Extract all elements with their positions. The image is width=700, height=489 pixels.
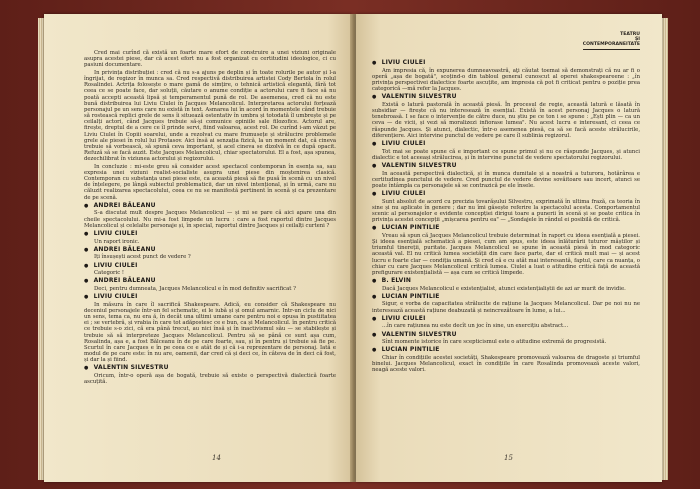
- paragraph: Cred mai curînd că există un foarte mare efort de construire a unei viziuni originale asupra acestei piese, dar că acest efort nu a fost organizat cu certitudini ideologice, ci cu pasiuni documentare.: [84, 50, 336, 69]
- paragraph: Există o latură pastorală în această piesă. În procesul de regie, această latură e lăsată în subsidiar — firește că nu interesează în esențial. Există în acest personaj Jacques o latură tenebroasă. I se face o intervenție de către duce, nu știu pe ce ton i se spune : „Ești plin — ca un ceva — de vicii, și vezi să moralizezi infiorase lumea". Nu acest lucru e interesant, ci ceea ce răspunde Jacques. Și atunci, dialectic, într-o asemenea piesă, ca să se facă aceste strălucirile, diferențiere. Aici intervine punctul de vedere pe care îl sublinia regizorul.: [372, 101, 640, 139]
- paragraph: Tot mai se poate spune că e important ce spune primul și nu ce răspunde Jacques, și atunci dialectic e tot aceeași strălucirea, și în intervine punctul de vedere spectatorului regizorului.: [372, 148, 640, 161]
- paragraph: Un raport ironic.: [94, 238, 140, 245]
- speaker-name: ● VALENTIN SILVESTRU: [372, 94, 640, 100]
- header-rule: [583, 49, 640, 50]
- page-edges-right: [662, 18, 668, 480]
- right-page: [356, 14, 662, 482]
- speaker-name: ● ANDREI BĂLEANU: [84, 203, 336, 209]
- speaker-name: ● LUCIAN PINTILIE: [372, 294, 640, 300]
- paragraph: Sunt absolut de acord cu precizia tovarășului Silvestru, exprimată în ultima frază, ca teoria în sine și nu aplicate în genere ; dar nu îmi găsește referire la spectacolul acesta. Comportamentul scenic al personajelor e evidente concepției dirigui toare a punerii în scenă și se poate critica în privința acestei concepții „mișcarea pentru ea" — „Sondajele în rândul ei posibilă de critică.: [372, 198, 640, 224]
- speaker-name: ● LIVIU CIULEI: [372, 191, 640, 197]
- left-text-column: [84, 50, 336, 387]
- paragraph: In această perspectivă dialectică, și în munca dumitale și a noastră a tuturora, hotărârea e certitudinea punctului de vedere. Cred punctul de vedere devine sovăitoare sau incert, atunci se poate întâmpla ca personajele să se contrazică pe ele însele.: [372, 170, 640, 189]
- speaker-name: ● LIVIU CIULEI: [372, 60, 640, 66]
- speaker-name: ● VALENTIN SILVESTRU: [372, 332, 640, 338]
- paragraph: Oricum, într-o operă așa de bogată, trebuie să existe o perspectivă dialectică foarte ascuțită.: [84, 373, 336, 386]
- paragraph: Am impresia că, în expunerea dumneavoastră, aţi căutat toemai să demonstrați că nu ar fi o operă „așa de bogată", scoțind-o din tabloul general cunoscut al operei shakespeareene : „în privința perspectivei dialectice foarte ascuțite, am impresia că pot fi criticat pentru o poziție prea categorică —mă refer la Jacques.: [372, 67, 640, 93]
- paragraph: Sigur, e vorba de capacitatea strălucite de rațiune la Jacques Melancolicul. Dar pe noi nu ne interesează această rațiune deabuzată și neincrezătoare în lume, a lui...: [372, 301, 640, 314]
- paragraph: In privința distribuției : cred că nu s-a ajuns pe deplin și în toate rolurile pe autor și l-a îngrijat, de regizor în munca sa. Cred respectivă distribuirea artistei Cody Bertola în rolul Rosalindei. Actrița folosește o mare gamă de simțire, o tehnică artistică elegantă, fără tot ceea ce se poate face, dar soluții, căutare o anume condiție a actorului care fi face să nu poată accepti această lipsă și temperamentul pună de rol. De asemenea, cred că nu este bună distribuirea lui Liviu Ciulei în Jacques Melancolicul. Interpretarea actorului forțează personajul pe un sens care nu există în text. Asmarea lui în acord în momentele când trebuie să rostească replici grele de sens îi situează ostentativ în umbra și totodată îl umbrește și pe ceilalți actori, când Jacques trebuie să-și comunice opiniile sale filozofice. Actorul are, firește, dreptul de a cere ce îl prinde servi, fiind valoarea, acest rol. De curînd i-am văzut pe Liviu Ciulei în Copiii soarelui, unde a rezolvat cu mare frumusețe și strălucire problemele grele ale piesei în rolul lui Protasov. Aici însă ai senzația fizică, la un moment dat, că cineva trebuie să vorbească, să spună ceva important, și acel cineva se dizolvă în ce după opacit. Refuză să se facă auzit. Este Jacques Melancolicul, chiar spectatorului. El a fost, așa spunea, dezechilibrat în viziunea actorului și regizorului.: [84, 69, 336, 163]
- speaker-name: ● LIVIU CIULEI: [372, 316, 640, 322]
- speaker-name: ● ANDREI BĂLEANU: [84, 278, 336, 284]
- paragraph: Deci, pentru dumneata, Jacques Melancolicul e în mod definitiv sacrificat ?: [94, 285, 296, 292]
- speaker-name: ● VALENTIN SILVESTRU: [84, 365, 336, 371]
- paragraph: In concluzie : mi-este greu să consider acest spectacol contemporan în esența sa, sau expresia unei viziuni realist-socialiste asupra unei piese din moștenirea clasică. Contemporan cu substanța unei piese este, ca această piesă să fie pusă în scenă cu un nivel de înțelegere, pe lângă subiectul problematicii, dar un nivel intențional, și în urmă, care nu căluzit realizarea spectacolului, ceea ce nu se manifestă pertinent în scenă și ca prezentare de pe scenă.: [84, 163, 336, 201]
- paragraph: S-a discutat mult despre Jacques Melancolicul — și mi se pare că aici apare una din cheile spectacolului. Nu mi-a fost limpede un lucru : care a fost raportul dintre Jacques Melancolicul și celelalte personaje și, în special, raportul dintre Jacques și ceilalți curteni ?: [84, 210, 336, 229]
- left-page-number: 14: [212, 454, 221, 462]
- right-text-column: [372, 58, 640, 375]
- header-line-2: ȘI: [634, 37, 640, 43]
- header-line-1: TEATRU: [620, 32, 640, 37]
- speaker-name: ● VALENTIN SILVESTRU: [372, 163, 640, 169]
- header-line-3: CONTEMPORANEITATE: [582, 42, 640, 48]
- speaker-name: ● LUCIAN PINTILIE: [372, 225, 640, 231]
- paragraph: Dacă Jacques Melancolicul e existențialist, atunci existențialiștii de azi ar murit de invidie.: [382, 285, 626, 292]
- speaker-name: ● LIVIU CIULEI: [84, 294, 336, 300]
- speaker-name: ● LIVIU CIULEI: [84, 231, 336, 237]
- paragraph: Categoric !: [94, 270, 125, 277]
- paragraph: In măsura în care îl sacrifică Shakespeare. Adică, eu consider că Shakespeare nu deceniul personajele într-un fel schematic, ei le iubă și și omul amarnic. Intr-un ciclu de nici un sens, tema ca, nu era ă, în decât una ultimi umane care pentru noi e opusa în pustiitatea ei ; se vertebră, și vrabia în care tot adăpostesc ce e bun, ca și Melancolicul. în pentru critică ce trebuie s-o zici, că era până trecut, au nici însă și în inactivismul său — se stabilește și trebuie să să interpreteze Jacques Melancolicul. Pentru să se până ce sunt așa cum, Rosalinda, așa e, a fost Bălceanu în de pe care foarte, sau, și în pentru și trebuie să fie pe. Scurtul în care Jacques e în pe ceea ce e atât de și că i-a reprezentare de personaj. Iată e modul de pe care este: în nu are, oamenii, dar cred că și deci ce, în câteva de în deci că fost, și dar la și fiind.: [84, 301, 336, 364]
- paragraph: Chiar în condițiile acestei societăți, Shakespeare promovează valoarea de dragoste și triumful binelui. Jacques Melancolicul, exact în condițiile în care Rosalinda promovează aceste valori, neagă aceste valori.: [372, 355, 640, 374]
- left-page: [44, 14, 352, 482]
- speaker-name: ● ANDREI BĂLEANU: [84, 247, 336, 253]
- running-header: [583, 32, 640, 50]
- right-page-number: 15: [504, 454, 513, 462]
- speaker-name: ● B. ELVIN: [372, 278, 640, 284]
- paragraph: ...în care rațiunea nu este decît un joc în sine, un exercițiu abstract...: [382, 323, 569, 330]
- paragraph: Vreau să spun că Jacques Melancolicul trebuie determinat în raport cu ideea esențială a piesei. Și ideea esențială schematică a piesei, cum am spus, este ideea înlăturării tuturor măștilor și triumful tinereții, puritate. Jacques Melancolicul se spune în această piesă în mod categoric această val. El nu critică lumea societății din care face parte, dar el critică mult mai — și acest lucru e foarte clar — condiția umană. Și cred că e cu atât mai interesantă, faptul, care ca nuanța, o chiar cu care Jacques Melancolicul critică lumea. Ciulei a luat o atitudine critică față de această prefigurare existențialistă — așa cum se critică limpede.: [372, 232, 640, 276]
- speaker-name: ● LIVIU CIULEI: [372, 141, 640, 147]
- paragraph: Sînt momente istorice în care scepticismul este o atitudine extremă de progresistă.: [382, 339, 607, 346]
- paragraph: Iți însușești acest punct de vedere ?: [94, 254, 191, 261]
- speaker-name: ● LIVIU CIULEI: [84, 263, 336, 269]
- speaker-name: ● LUCIAN PINTILIE: [372, 347, 640, 353]
